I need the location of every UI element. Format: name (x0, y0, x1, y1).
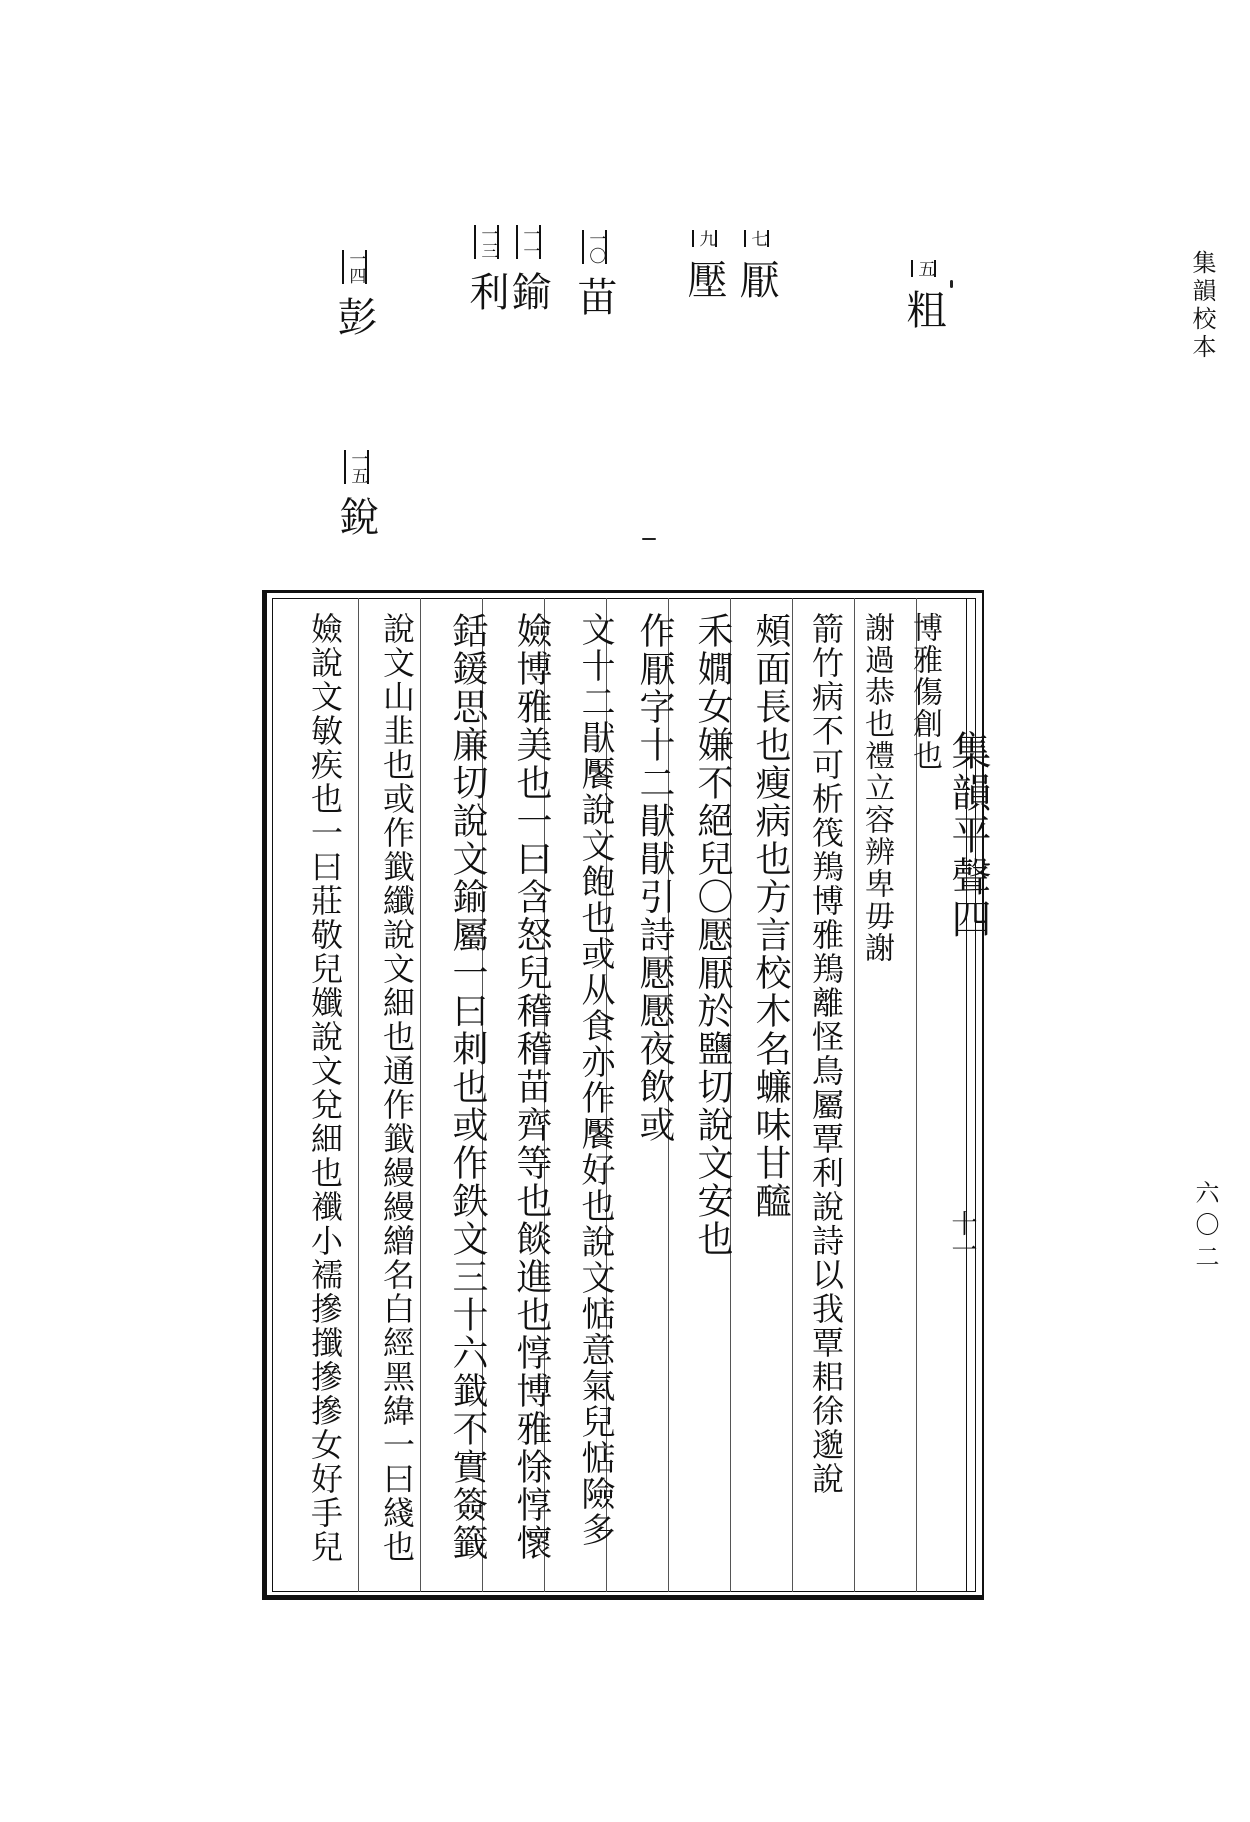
collation-note (326, 250, 383, 336)
note-number: 五 (911, 260, 937, 277)
collation-note (728, 230, 785, 299)
collation-note (676, 230, 733, 299)
note-char: 壓 (681, 259, 727, 299)
text-column: 謝過恭也禮立容辨卑毋謝 (859, 612, 894, 964)
note-number: 一三 (474, 225, 500, 259)
note-number: 一五 (344, 450, 370, 484)
text-column: 頰面長也瘦病也方言校木名蠊味甘醯 (750, 612, 791, 1220)
note-char: 利 (463, 271, 509, 311)
note-number: 一一 (516, 225, 542, 259)
note-char: 銳 (333, 496, 379, 536)
text-column: 禾嫺女嫌不絕兒〇懕厭於鹽切說文安也 (692, 612, 733, 1258)
note-char: 苗 (571, 276, 617, 316)
center-fold-number: 十一 (947, 1210, 977, 1262)
collation-note (895, 260, 952, 329)
ink-speck (642, 538, 656, 540)
note-char: 粗 (900, 289, 946, 329)
text-column: 嬐博雅美也一曰含怒兒稽稽苗齊等也餤進也惇博雅悇惇懷 (511, 612, 552, 1562)
note-char: 鍮 (505, 271, 551, 311)
note-number: 一〇 (582, 230, 608, 264)
note-char: 彭 (331, 296, 377, 336)
text-column: 作厭字十二猒猒引詩懕懕夜飲或 (634, 612, 675, 1144)
text-column: 嬐說文敏疾也一曰莊敬兒孅說文兌細也襳小襦摻攕摻摻女好手兒 (306, 612, 344, 1564)
note-char: 厭 (733, 259, 779, 299)
text-column: 文十二猒饜說文飽也或从食亦作饜好也說文惦意氣兒惦險多 (575, 612, 615, 1548)
page-number: 六〇二 (1191, 1180, 1219, 1276)
text-column: 說文山韭也或作韱纖說文細也通作韱縵縵繒名白經黑緯一曰綫也 (378, 612, 416, 1564)
note-number: 九 (692, 230, 718, 247)
center-fold-label: 集韻平聲四 (945, 730, 991, 940)
collation-note (566, 230, 623, 316)
running-title: 集韻校本 (1188, 250, 1216, 362)
note-number: 一四 (342, 250, 368, 284)
column-rule (358, 598, 359, 1592)
collation-note (328, 450, 385, 536)
collation-note (458, 225, 515, 311)
text-column: 銛鍰思廉切說文鍮屬一曰刺也或作鉄文三十六韱不實簽籤 (447, 612, 488, 1562)
note-number: 七 (744, 230, 770, 247)
ink-speck (950, 280, 953, 288)
text-column: 箭竹病不可析筏鴹博雅鴹離怪鳥屬覃利說詩以我覃耜徐邈說 (807, 612, 845, 1496)
text-column: 博雅傷創也 (907, 612, 942, 772)
